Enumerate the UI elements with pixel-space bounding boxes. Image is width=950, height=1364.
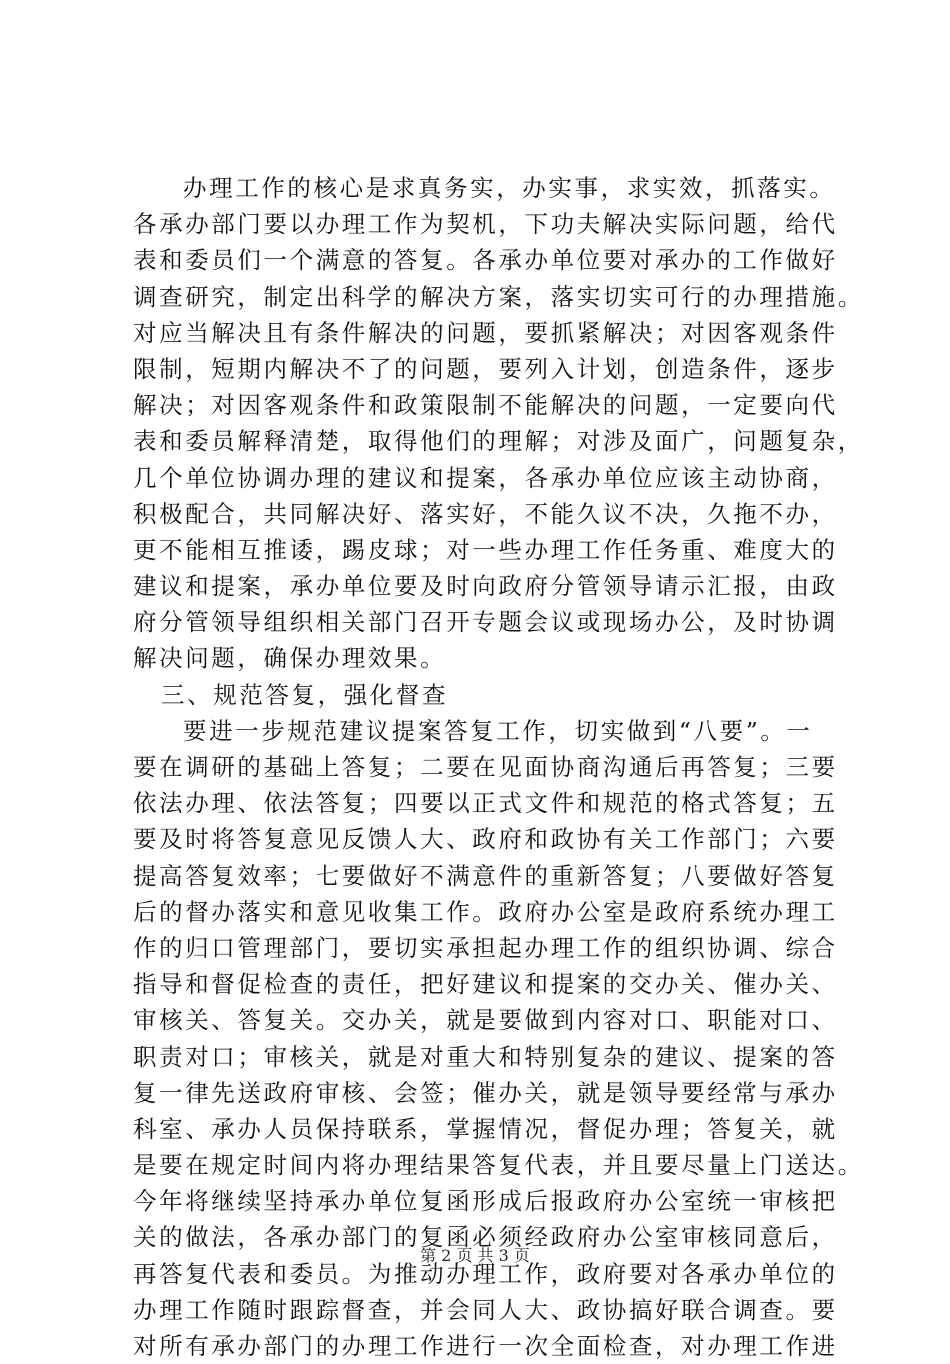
paragraph-line: 表和委员们一个满意的答复。各承办单位要对承办的工作做好 (133, 246, 838, 275)
paragraph-line: 后的督办落实和意见收集工作。政府办公室是政府系统办理工 (133, 897, 838, 926)
paragraph-line: 要在调研的基础上答复；二要在见面协商沟通后再答复；三要 (133, 753, 838, 781)
paragraph-line: 依法办理、依法答复；四要以正式文件和规范的格式答复；五 (133, 789, 838, 818)
paragraph-line: 限制，短期内解决不了的问题，要列入计划，创造条件，逐步 (133, 354, 838, 383)
paragraph-line: 各承办部门要以办理工作为契机，下功夫解决实际问题，给代 (133, 210, 838, 239)
paragraph-line: 解决；对因客观条件和政策限制不能解决的问题，一定要向代 (133, 391, 838, 420)
paragraph-line: 更不能相互推诿，踢皮球；对一些办理工作任务重、难度大的 (133, 535, 838, 564)
page-number-footer: 第 2 页 共 3 页 (420, 1246, 530, 1265)
document-body (133, 170, 864, 1364)
paragraph-line: 是要在规定时间内将办理结果答复代表，并且要尽量上门送达。 (133, 1151, 864, 1180)
paragraph-line: 对应当解决且有条件解决的问题，要抓紧解决；对因客观条件 (133, 318, 838, 347)
paragraph-line: 提高答复效率；七要做好不满意件的重新答复；八要做好答复 (133, 861, 838, 890)
paragraph-line: 关的做法，各承办部门的复函必须经政府办公室审核同意后， (133, 1223, 838, 1252)
paragraph-line: 府分管领导组织相关部门召开专题会议或现场办公，及时协调 (133, 608, 838, 637)
paragraph-line: 今年将继续坚持承办单位复函形成后报政府办公室统一审核把 (133, 1187, 838, 1216)
paragraph-line: 指导和督促检查的责任，把好建议和提案的交办关、催办关、 (133, 970, 838, 999)
paragraph-line: 解决问题，确保办理效果。 (133, 644, 447, 673)
paragraph-line: 作的归口管理部门，要切实承担起办理工作的组织协调、综合 (133, 933, 838, 962)
paragraph-line: 对所有承办部门的办理工作进行一次全面检查，对办理工作进 (133, 1332, 838, 1360)
paragraph-line: 表和委员解释清楚，取得他们的理解；对涉及面广，问题复杂， (133, 427, 864, 456)
paragraph-line: 科室、承办人员保持联系，掌握情况，督促办理；答复关，就 (133, 1114, 838, 1143)
paragraph-line: 复一律先送政府审核、会签；催办关，就是领导要经常与承办 (133, 1078, 838, 1107)
paragraph-line: 要进一步规范建议提案答复工作，切实做到“八要”。一 (183, 716, 813, 745)
paragraph-line: 要及时将答复意见反馈人大、政府和政协有关工作部门；六要 (133, 825, 838, 854)
section-heading: 三、规范答复，强化督查 (161, 680, 449, 709)
paragraph-line: 办理工作的核心是求真务实，办实事，求实效，抓落实。 (183, 174, 836, 202)
paragraph-line: 办理工作随时跟踪督查，并会同人大、政协搞好联合调查。要 (133, 1295, 838, 1324)
paragraph-line: 建议和提案，承办单位要及时向政府分管领导请示汇报，由政 (133, 572, 838, 601)
paragraph-line: 审核关、答复关。交办关，就是要做到内容对口、职能对口、 (133, 1006, 838, 1035)
paragraph-line: 几个单位协调办理的建议和提案，各承办单位应该主动协商， (133, 463, 838, 492)
paragraph-line: 积极配合，共同解决好、落实好，不能久议不决，久拖不办， (133, 499, 838, 528)
paragraph-line: 调查研究，制定出科学的解决方案，落实切实可行的办理措施。 (133, 282, 864, 311)
paragraph-line: 再答复代表和委员。为推动办理工作，政府要对各承办单位的 (133, 1259, 838, 1288)
paragraph-line: 职责对口；审核关，就是对重大和特别复杂的建议、提案的答 (133, 1042, 838, 1071)
